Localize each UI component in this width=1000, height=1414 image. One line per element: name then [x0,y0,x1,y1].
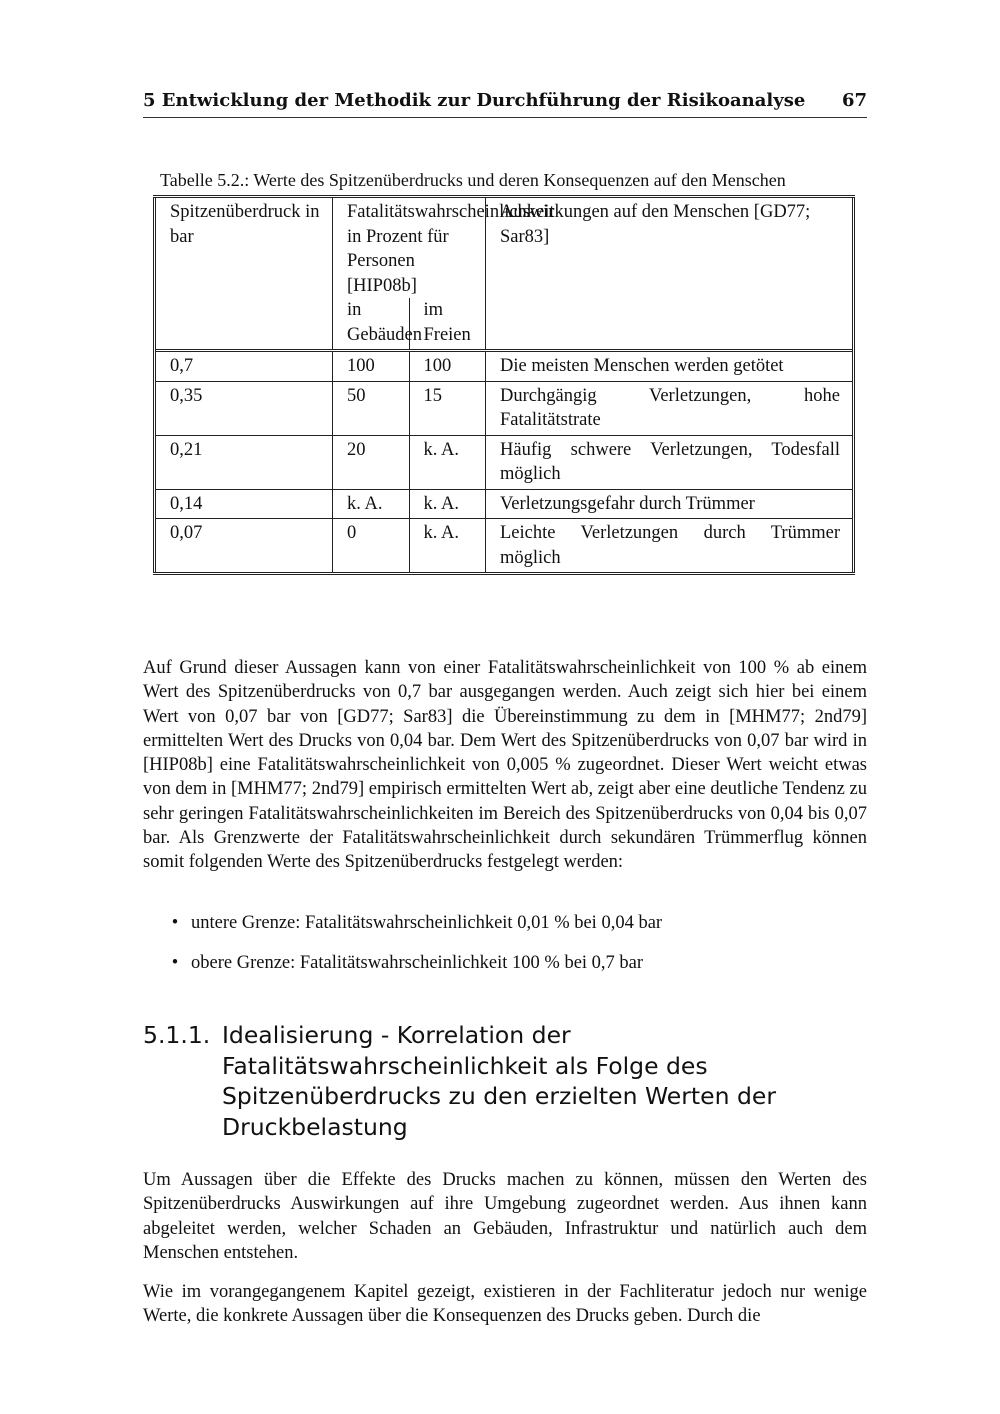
table-row [155,381,854,435]
bullet-list [143,913,867,993]
cell-pressure: 0,14 [155,489,333,519]
header-cell-fatality: Fatalitätswahrscheinlichkeit in Prozent für Personen [HIP08b] [333,198,486,298]
cell-outdoor: k. A. [409,489,486,519]
table-row [155,435,854,489]
chapter-title: 5 Entwicklung der Methodik zur Durchführung der Risikoanalyse [143,90,806,111]
section-heading [143,1020,843,1142]
header-cell-outdoor: im Freien [409,298,486,351]
cell-indoor: 0 [333,519,410,573]
list-item [143,913,867,953]
table-row [155,519,854,573]
header-cell-pressure: Spitzenüberdruck in bar [155,198,333,351]
cell-indoor: 100 [333,351,410,382]
table-caption: Tabelle 5.2.: Werte des Spitzenüberdrucks und deren Konsequenzen auf den Menschen [160,170,786,190]
bullet-text: untere Grenze: Fatalitätswahrscheinlichkeit 0,01 % bei 0,04 bar [191,913,663,933]
cell-pressure: 0,35 [155,381,333,435]
list-item [143,953,867,993]
section-title: Idealisierung - Korrelation der Fatalitätswahrscheinlichkeit als Folge des Spitzenüberdrucks zu den erzielten Werten der Druckbelastung [222,1021,776,1141]
cell-indoor: 50 [333,381,410,435]
cell-effect: Die meisten Menschen werden getötet [486,351,854,382]
bullet-icon: • [171,913,179,933]
table-row [155,489,854,519]
table-row [155,351,854,382]
body-paragraph: Um Aussagen über die Effekte des Drucks machen zu können, müssen den Werten des Spitzenüberdrucks Auswirkungen auf ihre Umgebung zugeordnet werden. Aus ihnen kann abgeleitet werden, welcher Schaden an Gebäuden, Infrastruktur und natürlich auch dem Menschen entstehen. [143,1170,867,1263]
cell-effect: Leichte Verletzungen durch Trümmer möglich [486,519,854,573]
cell-outdoor: 100 [409,351,486,382]
cell-indoor: 20 [333,435,410,489]
page-number: 67 [841,90,867,111]
cell-effect: Häufig schwere Verletzungen, Todesfall möglich [486,435,854,489]
cell-effect: Verletzungsgefahr durch Trümmer [486,489,854,519]
cell-pressure: 0,21 [155,435,333,489]
cell-indoor: k. A. [333,489,410,519]
data-table [153,195,855,575]
cell-outdoor: k. A. [409,435,486,489]
cell-pressure: 0,7 [155,351,333,382]
cell-outdoor: k. A. [409,519,486,573]
bullet-text: obere Grenze: Fatalitätswahrscheinlichkeit 100 % bei 0,7 bar [191,953,644,973]
running-header [143,90,867,118]
header-cell-effects: Auswirkungen auf den Menschen [GD77; Sar83] [486,198,854,351]
body-paragraph: Auf Grund dieser Aussagen kann von einer Fatalitätswahrscheinlichkeit von 100 % ab einem Wert des Spitzenüberdrucks von 0,7 bar ausgegangen werden. Auch zeigt sich hier bei einem Wert von 0,07 bar von [GD77; Sar83] die Übereinstimmung zu dem in [MHM77; 2nd79] ermittelten Wert des Drucks von 0,04 bar. Dem Wert des Spitzenüberdrucks von 0,07 bar wird in [HIP08b] eine Fatalitätswahrscheinlichkeit von 0,005 % zugeordnet. Dieser Wert weicht etwas von dem in [MHM77; 2nd79] empirisch ermittelten Wert ab, zeigt aber eine deutliche Tendenz zu sehr geringen Fatalitätswahrscheinlichkeiten im Bereich des Spitzenüberdrucks von 0,04 bis 0,07 bar. Als Grenzwerte der Fatalitätswahrscheinlichkeit durch sekundären Trümmerflug können somit folgenden Werte des Spitzenüberdrucks festgelegt werden: [143,658,867,873]
header-cell-indoor: in Gebäuden [333,298,410,351]
cell-outdoor: 15 [409,381,486,435]
cell-effect: Durchgängig Verletzungen, hohe Fatalitätstrate [486,381,854,435]
cell-pressure: 0,07 [155,519,333,573]
bullet-icon: • [171,953,179,973]
section-number: 5.1.1. [143,1021,211,1049]
body-paragraph: Wie im vorangegangenem Kapitel gezeigt, existieren in der Fachliteratur jedoch nur wenige Werte, die konkrete Aussagen über die Konsequenzen des Drucks geben. Durch die [143,1282,867,1327]
